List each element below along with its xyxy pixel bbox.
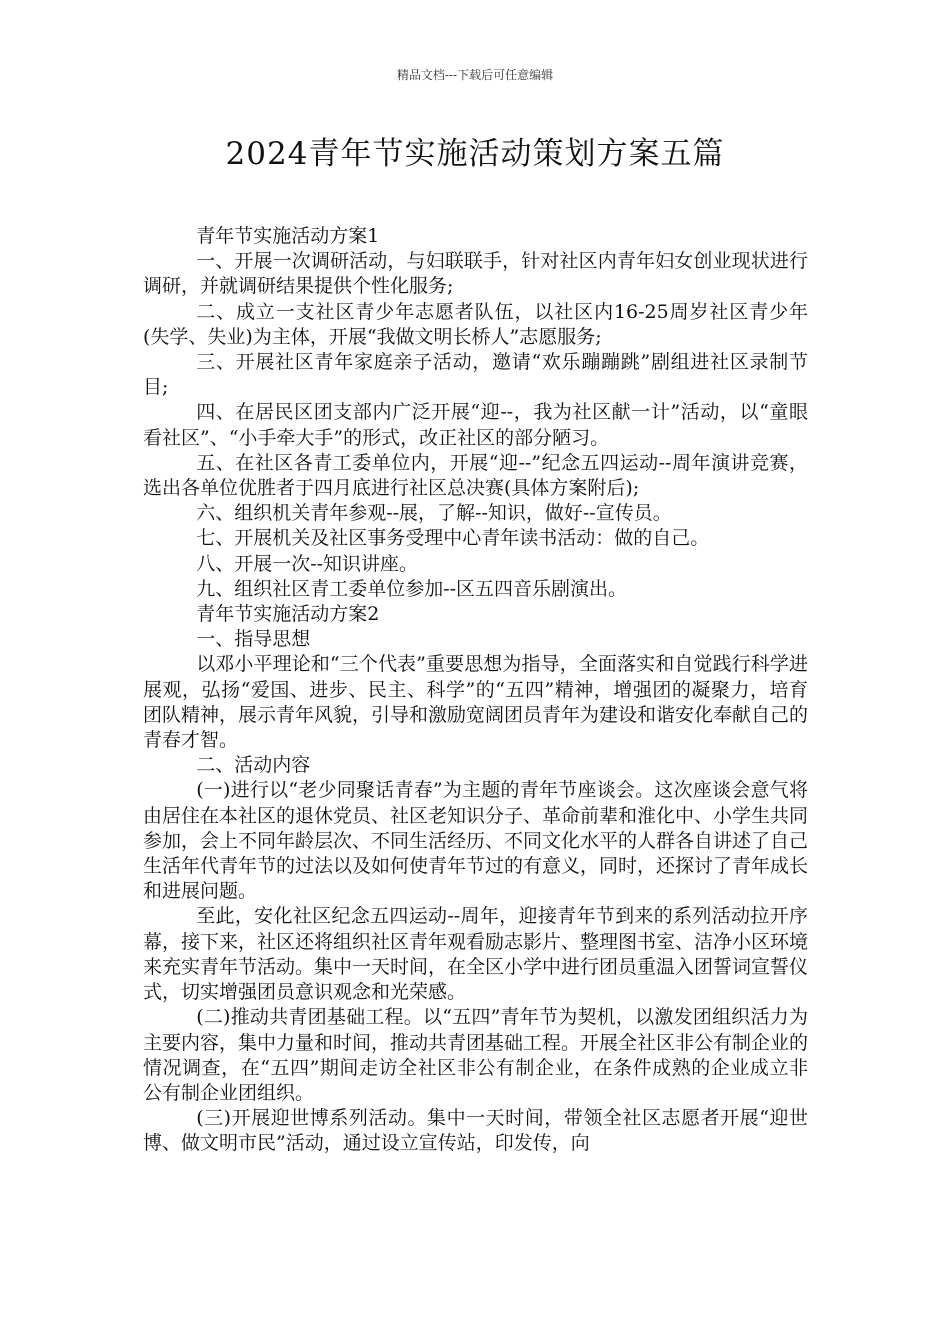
paragraph: 八、开展一次--知识讲座。: [196, 552, 419, 575]
paragraph: 七、开展机关及社区事务受理中心青年读书活动：做的自己。: [196, 527, 710, 550]
paragraph-subheading: 二、活动内容: [196, 754, 311, 777]
paragraph: 至此，安化社区纪念五四运动--周年，迎接青年节到来的系列活动拉开序幕，接下来，社区还将组织社区青年观看励志影片、整理图书室、洁净小区环境来充实青年节活动。集中一天时间，在全区小学中进行团员重温入团誓词宣誓仪式，切实增强团员意识观念和光荣感。: [143, 905, 809, 1004]
paragraph: 三、开展社区青年家庭亲子活动，邀请“欢乐蹦蹦跳”剧组进社区录制节目;: [143, 351, 808, 399]
paragraph: 四、在居民区团支部内广泛开展“迎--，我为社区献一计”活动，以“童眼看社区”、“小手牵大手”的形式，改正社区的部分陋习。: [143, 401, 808, 449]
paragraph-subheading: 一、指导思想: [196, 628, 311, 651]
paragraph-section-heading: 青年节实施活动方案2: [196, 603, 380, 626]
paragraph: 九、组织社区青工委单位参加--区五四音乐剧演出。: [196, 577, 628, 600]
paragraph-section-heading: 青年节实施活动方案1: [196, 225, 380, 247]
paragraph: (二)推动共青团基础工程。以“五四”青年节为契机，以激发团组织活力为主要内容，集中力量和时间，推动共青团基础工程。开展全社区非公有制企业的情况调查，在“五四”期间走访全社区非公有制企业，在条件成熟的企业成立非公有制企业团组织。: [143, 1006, 809, 1104]
paragraph: 二、成立一支社区青少年志愿者队伍，以社区内16-25周岁社区青少年(失学、失业)为主体，开展“我做文明长桥人”志愿服务;: [143, 300, 808, 348]
document-body: [143, 224, 808, 1157]
paragraph: (三)开展迎世博系列活动。集中一天时间，带领全社区志愿者开展“迎世博、做文明市民”活动，通过设立宣传站，印发传，向: [143, 1107, 808, 1155]
paragraph: 一、开展一次调研活动，与妇联联手，针对社区内青年妇女创业现状进行调研，并就调研结果提供个性化服务;: [143, 250, 808, 298]
paragraph: (一)进行以“老少同聚话青春”为主题的青年节座谈会。这次座谈会意气将由居住在本社区的退休党员、社区老知识分子、革命前辈和淮化中、小学生共同参加，会上不同年龄层次、不同生活经历、不同文化水平的人群各自讲述了自己生活年代青年节的过法以及如何使青年节过的有意义，同时，还探讨了青年成长和进展问题。: [143, 779, 809, 903]
paragraph: 五、在社区各青工委单位内，开展“迎--”纪念五四运动--周年演讲竞赛，选出各单位优胜者于四月底进行社区总决赛(具体方案附后);: [143, 451, 808, 500]
header-note: 精品文档---下载后可任意编辑: [396, 68, 554, 82]
paragraph: 六、组织机关青年参观--展，了解--知识，做好--宣传员。: [196, 502, 672, 525]
paragraph: 以邓小平理论和“三个代表”重要思想为指导，全面落实和自觉践行科学进展观，弘扬“爱国、进步、民主、科学”的“五四”精神，增强团的凝聚力，培育团队精神，展示青年风貌，引导和激励宽阔团员青年为建设和谐安化奉献自己的青春才智。: [143, 653, 809, 752]
document-title: 2024青年节实施活动策划方案五篇: [225, 136, 725, 172]
